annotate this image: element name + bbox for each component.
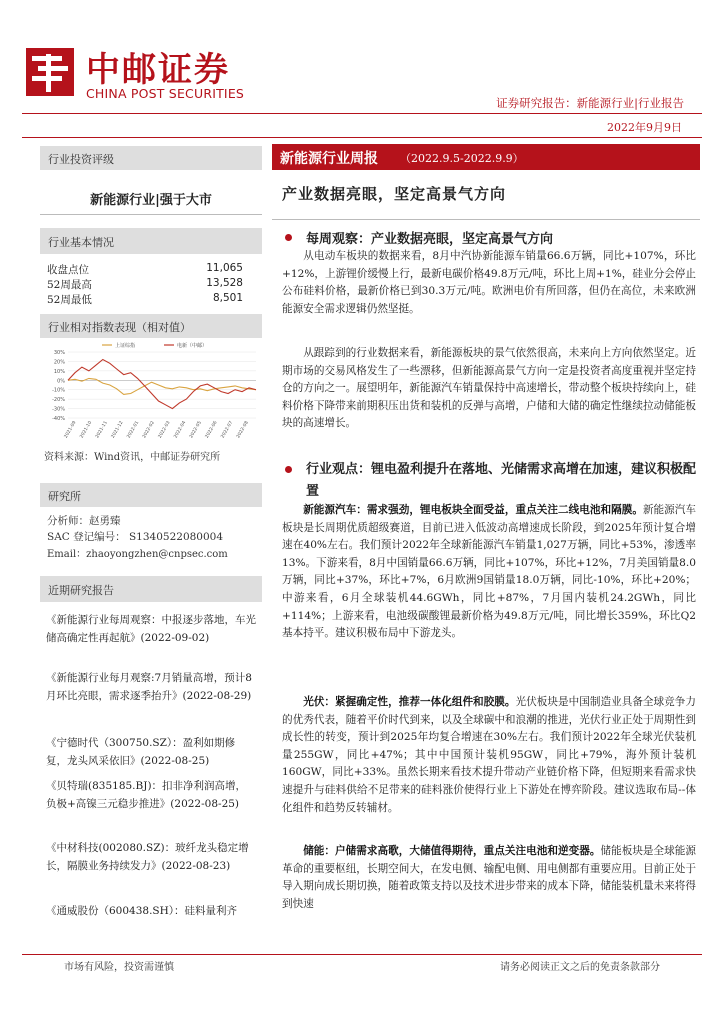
- chart-x-tick-label: 2022-06: [204, 420, 219, 440]
- pv-body: 光伏板块是中国制造业具备全球竞争力的优秀代表，随着平价时代到来，以及全球碳中和浪潮的推进，光伏行业正处于周期性到成长性的转变，预计到2025年均复合增速在30%左右。我们预计2022年全球光伏装机量255GW，同比+47%；其中中国预计装机95GW，同比+79%，海外预计装机160GW，同比+33%。虽然长期来看技术提升带动产业链价格下降，但短期来看需求快速提升与硅料供给不足带来的硅料涨价使得行业上下游处在博弈阶段。建议选取布局--体化组件和趋势反转辅材。: [282, 696, 696, 814]
- recent-report-item[interactable]: 《宁德时代（300750.SZ）：盈利如期修复，龙头风采依旧》(2022-08-25): [46, 737, 236, 767]
- header-divider: [22, 113, 702, 114]
- recent-report-item[interactable]: 《贝特瑞(835185.BJ)：扣非净利润高增，负极+高镍三元稳步推进》(2022-08-25): [46, 780, 247, 810]
- chart-y-tick-label: 30%: [53, 350, 65, 356]
- section-heading: 行业观点：锂电盈利提升在落地、光储需求高增在加速，建议积极配置: [306, 462, 697, 499]
- china-post-logo-icon: [22, 44, 78, 100]
- basics-value: 13,528: [206, 277, 243, 289]
- chart-y-tick-label: -30%: [52, 406, 65, 413]
- paragraph-ev: [282, 502, 696, 643]
- report-period: （2022.9.5-2022.9.9）: [400, 152, 524, 165]
- chart-x-tick-label: 2021-10: [79, 420, 94, 440]
- chart-y-tick-label: -40%: [52, 416, 65, 422]
- rating-title: 行业投资评级: [48, 153, 114, 166]
- report-date: 2022年9月9日: [607, 121, 682, 134]
- paragraph: 从电动车板块的数据来看，8月中汽协新能源车销量66.6万辆，同比+107%，环比+12%，上游锂价缓慢上行，最新电碳价格49.8万元/吨，环比上周+1%，硅业分会停止公布硅料价格，最新价格已到30.3万元/吨。欧洲电价有所回落，但仍在高位，未来欧洲能源安全需求逻辑仍然坚挺。: [282, 250, 696, 315]
- analyst-sac: SAC 登记编号： S1340522080004: [47, 531, 224, 543]
- chart-series-line: [68, 378, 256, 394]
- bullet-icon: [285, 234, 292, 241]
- basics-row: [47, 292, 243, 307]
- chart-legend-label: 上证综指: [115, 343, 136, 349]
- chart-x-tick-label: 2022-02: [142, 420, 156, 440]
- paragraph: 从跟踪到的行业数据来看，新能源板块的景气依然很高，未来向上方向依然坚定。近期市场的交易风格发生了一些漂移，但新能源高景气方向一定是投资者高度重视并坚定持仓的方向之一。展望明年，新能源汽车销量保持中高速增长，带动整个板块持续向上，硅料价格下降带来前期积压出货和装机的反弹与高增，户储和大储的确定性继续拉动储能板块的高速增长。: [282, 347, 696, 430]
- bullet-icon: [285, 466, 292, 473]
- basics-label: 52周最高: [47, 279, 92, 291]
- recent-report-item[interactable]: 《新能源行业每周观察：中报逐步落地，车光储高确定性再起航》(2022-09-02): [46, 614, 256, 644]
- industry-rating: 新能源行业|强于大市: [90, 193, 212, 208]
- chart-y-tick-label: 20%: [53, 359, 65, 366]
- title-band: [272, 144, 700, 170]
- recent-report-item[interactable]: 《新能源行业每月观察:7月销量高增，预计8月环比亮眼，需求逐季抬升》(2022-08-29): [46, 672, 252, 702]
- chart-series-line: [68, 360, 256, 409]
- report-headline: 产业数据亮眼，坚定高景气方向: [282, 185, 507, 203]
- chart-y-tick-label: 0%: [57, 378, 65, 385]
- chart-x-tick-label: 2022-08: [236, 420, 250, 440]
- recent-title: 近期研究报告: [48, 584, 114, 597]
- footer-divider: [22, 954, 702, 955]
- chart-x-tick-label: 2021-12: [110, 420, 125, 440]
- recent-report-item[interactable]: 《中材科技(002080.SZ)：玻纤龙头稳定增长，隔膜业务持续发力》(2022-08-23): [46, 842, 249, 872]
- chart-x-tick-label: 2022-05: [189, 420, 203, 440]
- chart-y-tick-label: -10%: [52, 387, 65, 394]
- chart-legend-label: 电新（中邮）: [177, 343, 208, 349]
- relative-index-chart: [42, 340, 262, 440]
- basics-label: 收盘点位: [47, 264, 89, 276]
- report-series-title: 新能源行业周报: [280, 151, 378, 167]
- basics-value: 11,065: [206, 262, 243, 274]
- analyst-email: Email：zhaoyongzhen@cnpsec.com: [47, 549, 228, 560]
- basics-row: [47, 277, 243, 292]
- basics-label: 52周最低: [47, 294, 92, 306]
- paragraph-es: [282, 843, 696, 913]
- analyst-title: 研究所: [48, 490, 81, 503]
- chart-x-tick-label: 2022-07: [220, 420, 235, 440]
- footer-risk-note: 市场有风险，投资需谨慎: [64, 962, 174, 973]
- section-heading: 每周观察：产业数据亮眼，坚定高景气方向: [306, 232, 554, 247]
- pv-lead: 光伏：紧握确定性，推荐一体化组件和胶膜。: [303, 696, 516, 708]
- chart-x-tick-label: 2022-01: [126, 420, 141, 440]
- report-type: 证券研究报告：新能源行业|行业报告: [496, 96, 684, 110]
- brand-name-en: CHINA POST SECURITIES: [86, 86, 245, 101]
- basics-value: 8,501: [212, 292, 243, 304]
- chart-source: 资料来源：Wind资讯，中邮证券研究所: [44, 452, 221, 463]
- divider: [40, 214, 262, 215]
- chart-x-tick-label: 2022-04: [173, 420, 188, 440]
- es-lead: 储能：户储需求高歌，大储值得期待，重点关注电池和逆变器。: [303, 845, 601, 857]
- header-divider-2: [22, 137, 702, 138]
- chart-y-tick-label: -20%: [52, 397, 65, 404]
- basics-row: [47, 262, 243, 277]
- footer-disclaimer: 请务必阅读正文之后的免责条款部分: [500, 962, 660, 973]
- perf-title: 行业相对指数表现（相对值）: [48, 321, 191, 334]
- analyst-name: 分析师：赵勇臻: [47, 515, 121, 527]
- brand-name-cn: 中邮证券: [86, 50, 230, 90]
- chart-y-tick-label: 10%: [53, 368, 65, 375]
- es-body: 储能板块是全球能源革命的重要枢纽，长期空间大，在发电侧、输配电侧、用电侧都有重要应用。目前正处于导入期向成长期切换，随着政策支持以及技术进步带来的成本下降，储能装机量未来将得到快速: [282, 845, 696, 910]
- brand-logo: [22, 40, 252, 110]
- ev-lead: 新能源汽车：需求强劲，锂电板块全面受益，重点关注二线电池和隔膜。: [303, 504, 643, 516]
- ev-body: 新能源汽车板块是长周期优质超级赛道，目前已进入低波动高增速成长阶段，到2025年预计复合增速在40%左右。我们预计2022年全球新能源汽车销量1,027万辆，同比+53%，渗透率13%。下游来看，8月中国销量66.6万辆，同比+107%，环比+12%，7月美国销量8.0万辆，同比+37%，环比+7%，6月欧洲9国销量18.0万辆，同比-10%，环比+20%；中游来看，6月全球装机44.6GWh，同比+87%，7月国内装机24.2GWh，同比+114%；上游来看，电池级碳酸锂最新价格为49.8万元/吨，同比增长359%，环比Q2基本持平。建议积极布局中下游龙头。: [282, 504, 696, 640]
- paragraph-pv: [282, 694, 696, 817]
- recent-report-item[interactable]: 《通威股份（600438.SH）：硅料量利齐: [46, 905, 238, 917]
- chart-x-tick-label: 2022-03: [157, 420, 172, 440]
- chart-x-tick-label: 2021-09: [63, 420, 78, 440]
- headline-divider: [272, 219, 700, 220]
- basics-title: 行业基本情况: [48, 236, 114, 249]
- chart-x-tick-label: 2021-11: [95, 420, 109, 440]
